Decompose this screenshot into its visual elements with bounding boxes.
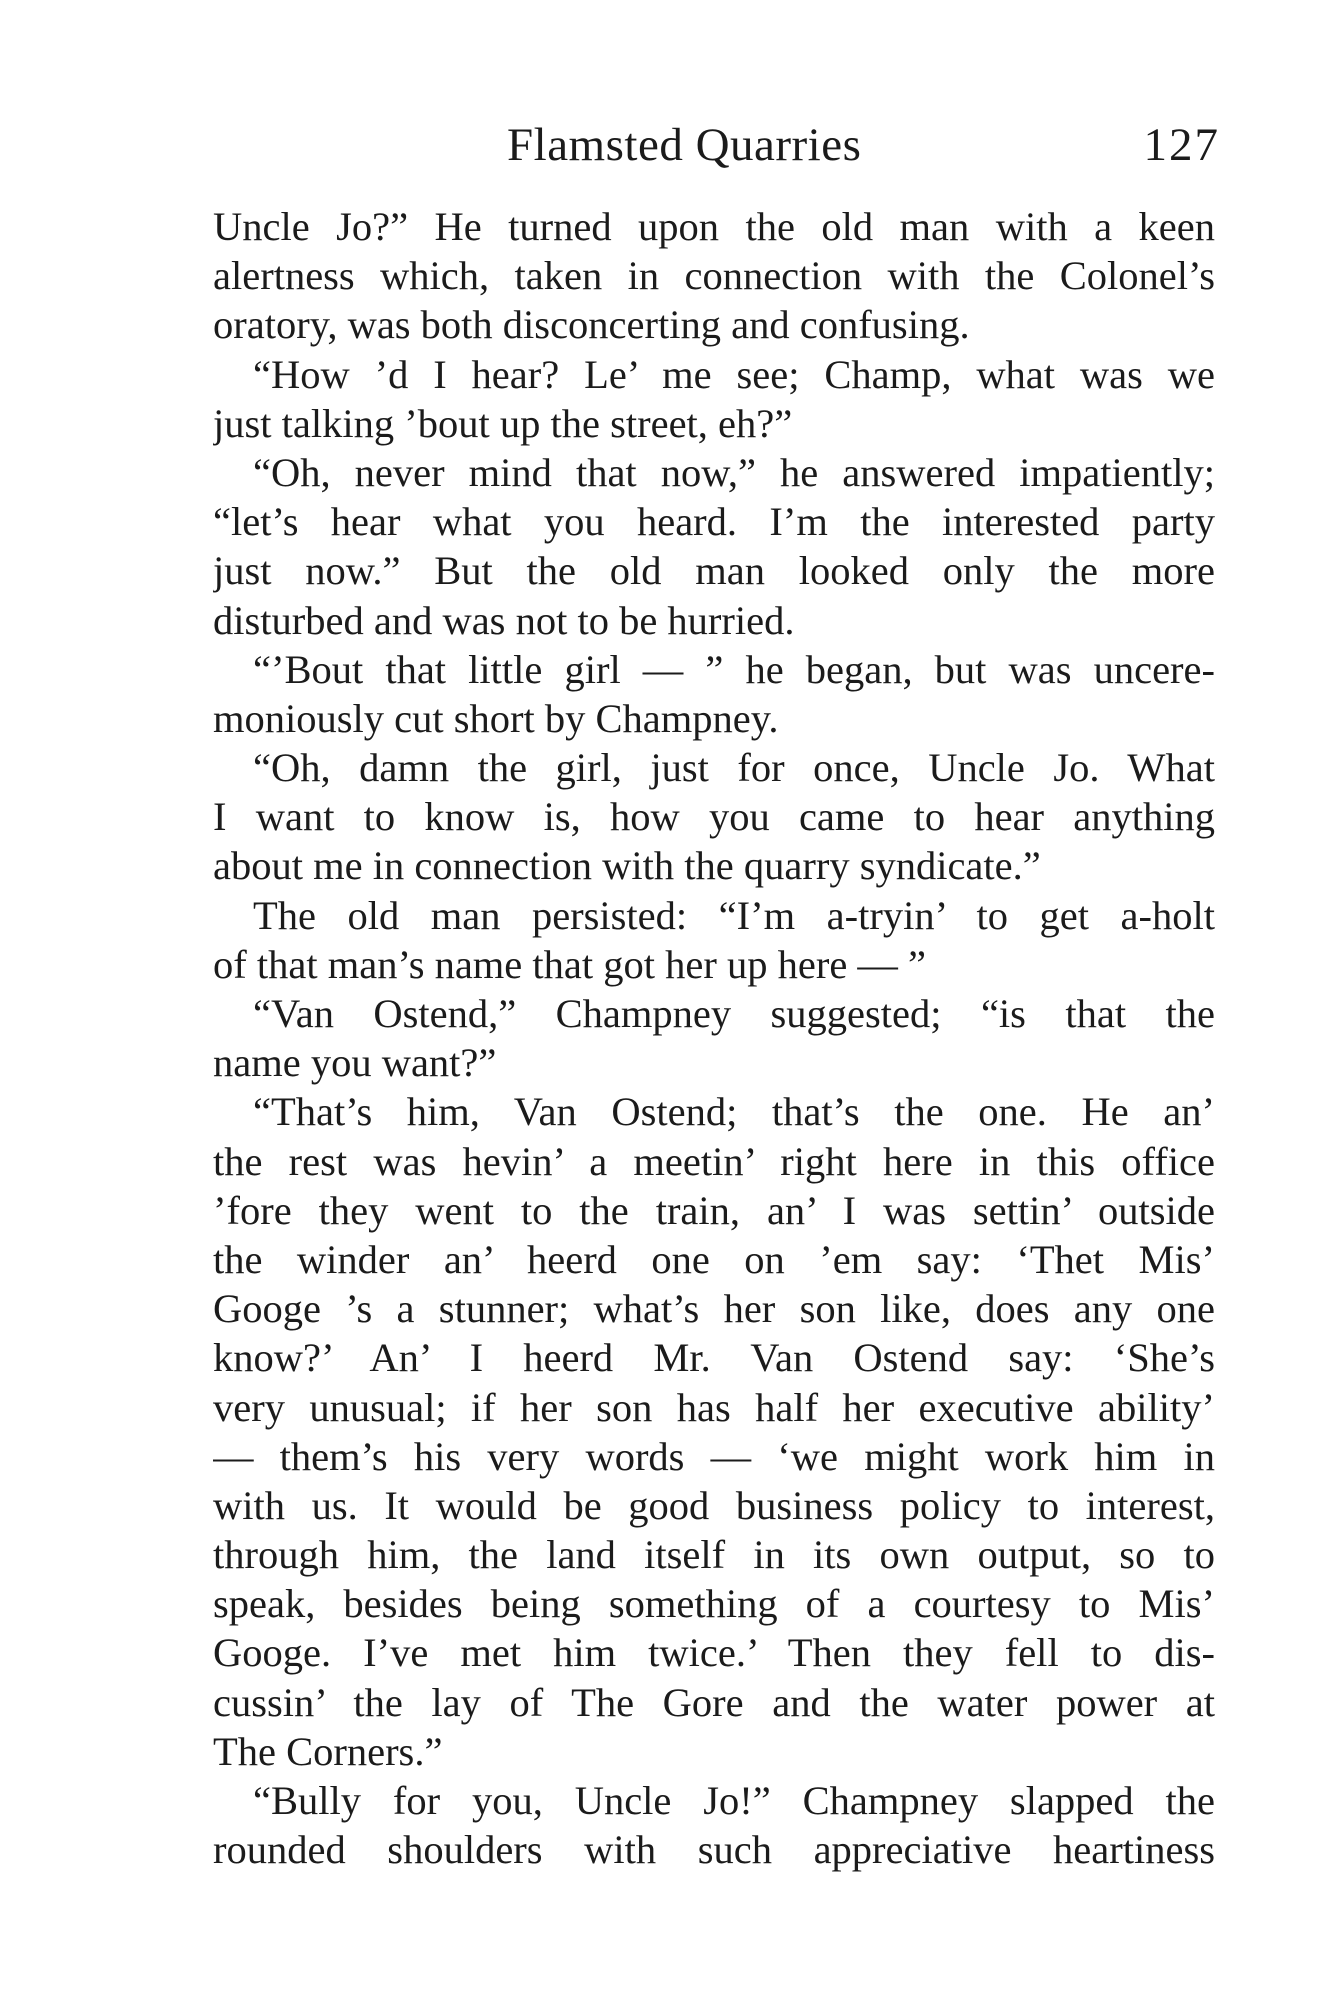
running-head [210, 118, 1220, 178]
text-line: “let’s hear what you heard. I’m the interested party [213, 499, 1215, 545]
text-line: “How ’d I hear? Le’ me see; Champ, what was we [253, 351, 1215, 397]
text-line: very unusual; if her son has half her executive ability’ [213, 1384, 1215, 1430]
text-line: The Corners.” [213, 1728, 443, 1774]
text-line: “Oh, never mind that now,” he answered impatiently; [253, 449, 1215, 495]
text-line: moniously cut short by Champney. [213, 695, 779, 741]
body-text [213, 202, 1215, 1874]
text-line: Uncle Jo?” He turned upon the old man with a keen [213, 204, 1215, 249]
text-line: “Van Ostend,” Champney suggested; “is that the [253, 991, 1215, 1036]
text-line: just now.” But the old man looked only the more [213, 548, 1215, 594]
text-line: Googe. I’ve met him twice.’ Then they fell to dis- [213, 1630, 1215, 1676]
text-line: oratory, was both disconcerting and confusing. [213, 302, 970, 348]
text-line: about me in connection with the quarry syndicate.” [213, 843, 1041, 889]
text-line: “That’s him, Van Ostend; that’s the one. He an’ [253, 1089, 1215, 1135]
text-line: ’fore they went to the train, an’ I was settin’ outside [213, 1187, 1215, 1233]
text-line: “’Bout that little girl — ” he began, but was uncere- [253, 646, 1215, 692]
text-line: with us. It would be good business policy to interest, [213, 1482, 1215, 1528]
text-line: The old man persisted: “I’m a-tryin’ to get a-holt [253, 892, 1215, 938]
text-line: know?’ An’ I heerd Mr. Van Ostend say: ‘She’s [213, 1335, 1215, 1381]
text-line: Googe ’s a stunner; what’s her son like, does any one [213, 1286, 1215, 1332]
text-line: the rest was hevin’ a meetin’ right here in this office [213, 1138, 1215, 1184]
text-line: speak, besides being something of a courtesy to Mis’ [213, 1581, 1215, 1627]
text-line: of that man’s name that got her up here — ” [213, 941, 927, 987]
running-head-title: Flamsted Quarries [507, 119, 862, 171]
text-line: rounded shoulders with such appreciative heartiness [213, 1827, 1215, 1873]
text-line: just talking ’bout up the street, eh?” [213, 400, 793, 446]
text-line: alertness which, taken in connection with the Colonel’s [213, 253, 1215, 299]
text-line: — them’s his very words — ‘we might work him in [213, 1433, 1215, 1479]
page-number: 127 [1143, 119, 1220, 171]
text-line: through him, the land itself in its own output, so to [213, 1532, 1215, 1578]
text-line: “Bully for you, Uncle Jo!” Champney slapped the [253, 1778, 1215, 1823]
text-line: the winder an’ heerd one on ’em say: ‘Thet Mis’ [213, 1236, 1215, 1282]
text-line: disturbed and was not to be hurried. [213, 597, 795, 643]
text-line: I want to know is, how you came to hear anything [213, 794, 1215, 840]
text-line: name you want?” [213, 1040, 497, 1086]
text-line: cussin’ the lay of The Gore and the water power at [213, 1679, 1215, 1725]
text-line: “Oh, damn the girl, just for once, Uncle Jo. What [253, 745, 1215, 791]
